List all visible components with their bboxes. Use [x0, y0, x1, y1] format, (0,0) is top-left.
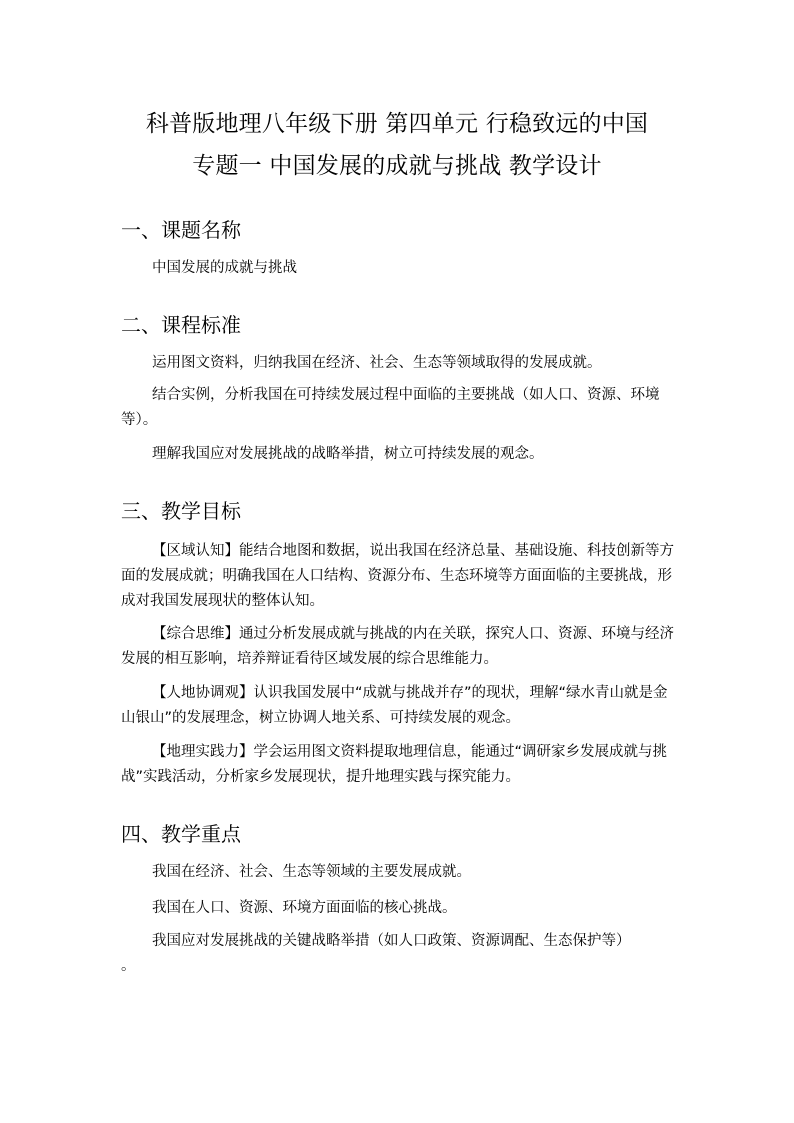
document-title-line-1: 科普版地理八年级下册 第四单元 行稳致远的中国 — [145, 111, 649, 137]
section-heading-teaching-objectives: 三、教学目标 — [121, 499, 241, 523]
objective-tag-integrated-thinking: 【综合思维】 — [152, 626, 239, 642]
objective-geographic-practice — [121, 740, 677, 790]
key-point-2: 我国在人口、资源、环境方面面临的核心挑战。 — [152, 900, 457, 916]
document-title-line-2: 专题一 中国发展的成就与挑战 教学设计 — [192, 153, 602, 179]
curriculum-standard-1: 运用图文资料，归纳我国在经济、社会、生态等领域取得的发展成就。 — [152, 355, 602, 371]
objective-text-geographic-practice: 学会运用图文资料提取地理信息，能通过“调研家乡发展成就与挑战”实践活动，分析家乡发展现状，提升地理实践与探究能力。 — [121, 744, 668, 785]
curriculum-standard-3: 理解我国应对发展挑战的战略举措，树立可持续发展的观念。 — [152, 446, 544, 462]
objective-text-integrated-thinking: 通过分析发展成就与挑战的内在关联，探究人口、资源、环境与经济发展的相互影响，培养辩证看待区域发展的综合思维能力。 — [121, 626, 674, 667]
key-point-1: 我国在经济、社会、生态等领域的主要发展成就。 — [152, 864, 471, 880]
objective-integrated-thinking — [121, 622, 677, 672]
objective-regional-cognition — [121, 539, 677, 614]
curriculum-standard-2: 结合实例，分析我国在可持续发展过程中面临的主要挑战（如人口、资源、环境等）。 — [121, 387, 660, 428]
section-heading-topic-name: 一、课题名称 — [121, 218, 241, 242]
key-point-3: 我国应对发展挑战的关键战略举措（如人口政策、资源调配、生态保护等） — [152, 933, 631, 949]
section-heading-curriculum-standards: 二、课程标准 — [121, 313, 241, 337]
objective-human-land-coordination — [121, 681, 677, 731]
objective-text-human-land-coordination: 认识我国发展中“成就与挑战并存”的现状，理解“绿水青山就是金山银山”的发展理念，树立协调人地关系、可持续发展的观念。 — [121, 685, 668, 726]
objective-tag-geographic-practice: 【地理实践力】 — [152, 744, 254, 760]
objective-text-regional-cognition: 能结合地图和数据，说出我国在经济总量、基础设施、科技创新等方面的发展成就；明确我国在人口结构、资源分布、生态环境等方面面临的主要挑战，形成对我国发展现状的整体认知。 — [121, 543, 674, 609]
objective-tag-human-land-coordination: 【人地协调观】 — [152, 685, 254, 701]
objective-tag-regional-cognition: 【区域认知】 — [152, 543, 239, 559]
topic-name-text: 中国发展的成就与挑战 — [152, 260, 297, 276]
section-heading-teaching-key-points: 四、教学重点 — [121, 822, 241, 846]
key-point-3-trailing-punctuation: 。 — [121, 958, 136, 974]
